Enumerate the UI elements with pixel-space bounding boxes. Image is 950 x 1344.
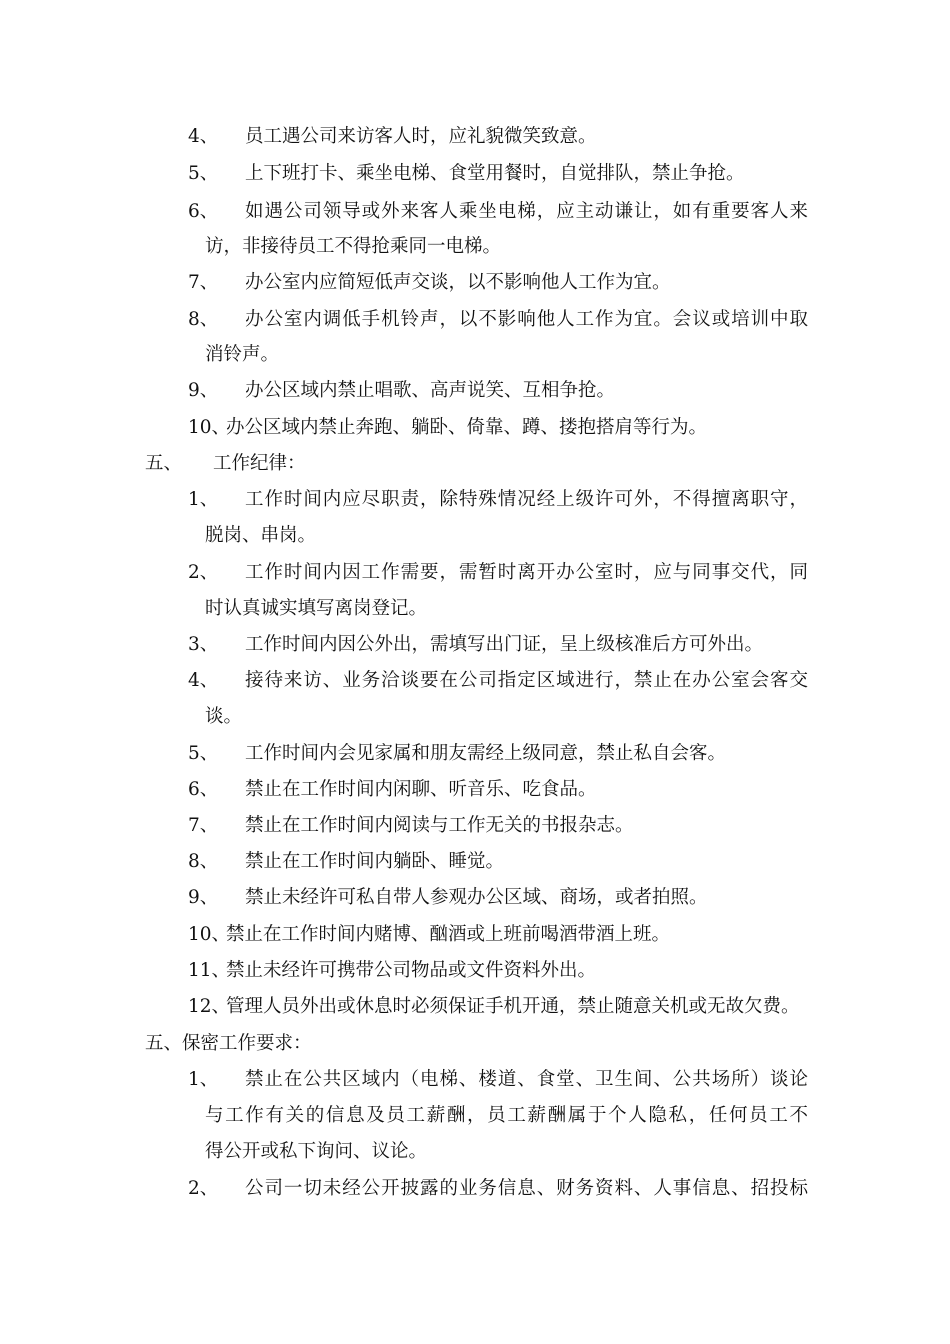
item-text-continued: 访，非接待员工不得抢乘同一电梯。 <box>205 236 502 257</box>
item-number: 5、 <box>188 163 219 184</box>
item-number: 1、 <box>188 489 219 510</box>
item-text-continued: 时认真诚实填写离岗登记。 <box>205 598 428 619</box>
item-number: 4、 <box>188 126 219 147</box>
item-text: 禁止在工作时间内赌博、酗酒或上班前喝酒带酒上班。 <box>226 924 671 945</box>
item-text: 禁止在工作时间内躺卧、睡觉。 <box>245 851 505 872</box>
item-text: 员工遇公司来访客人时，应礼貌微笑致意。 <box>245 126 597 147</box>
section-title: 工作纪律： <box>213 453 306 474</box>
item-number: 7、 <box>188 272 219 293</box>
item-text: 上下班打卡、乘坐电梯、食堂用餐时，自觉排队，禁止争抢。 <box>245 163 745 184</box>
item-number: 10、 <box>188 417 231 438</box>
item-text: 工作时间内因工作需要，需暂时离开办公室时，应与同事交代，同 <box>245 562 808 583</box>
item-text-continued: 得公开或私下询问、议论。 <box>205 1141 428 1162</box>
item-number: 7、 <box>188 815 219 836</box>
item-text: 办公室内调低手机铃声，以不影响他人工作为宜。会议或培训中取 <box>245 309 808 330</box>
item-text: 办公区域内禁止奔跑、躺卧、倚靠、蹲、搂抱搭肩等行为。 <box>226 417 708 438</box>
item-text: 如遇公司领导或外来客人乘坐电梯，应主动谦让，如有重要客人来 <box>245 201 808 222</box>
item-number: 1、 <box>188 1069 219 1090</box>
item-number: 9、 <box>188 380 219 401</box>
item-text: 禁止在工作时间内阅读与工作无关的书报杂志。 <box>245 815 634 836</box>
item-number: 12、 <box>188 996 231 1017</box>
item-number: 6、 <box>188 779 219 800</box>
item-number: 3、 <box>188 634 219 655</box>
item-number: 2、 <box>188 562 219 583</box>
item-text: 办公室内应简短低声交谈，以不影响他人工作为宜。 <box>245 272 671 293</box>
item-text-continued: 脱岗、串岗。 <box>205 525 317 546</box>
item-number: 2、 <box>188 1178 219 1199</box>
item-text: 禁止未经许可私自带人参观办公区域、商场，或者拍照。 <box>245 887 708 908</box>
item-number: 11、 <box>188 960 231 981</box>
item-number: 6、 <box>188 201 219 222</box>
item-text: 工作时间内因公外出，需填写出门证，呈上级核准后方可外出。 <box>245 634 764 655</box>
item-text: 工作时间内应尽职责，除特殊情况经上级许可外，不得擅离职守， <box>245 489 808 510</box>
item-number: 9、 <box>188 887 219 908</box>
item-text: 禁止在工作时间内闲聊、听音乐、吃食品。 <box>245 779 597 800</box>
item-text-continued: 谈。 <box>205 706 243 727</box>
item-text-continued: 与工作有关的信息及员工薪酬，员工薪酬属于个人隐私，任何员工不 <box>205 1105 808 1126</box>
item-number: 8、 <box>188 309 219 330</box>
section-number: 五、 <box>145 453 183 474</box>
item-number: 8、 <box>188 851 219 872</box>
item-text: 工作时间内会见家属和朋友需经上级同意，禁止私自会客。 <box>245 743 727 764</box>
item-text: 办公区域内禁止唱歌、高声说笑、互相争抢。 <box>245 380 616 401</box>
item-text: 接待来访、业务洽谈要在公司指定区域进行，禁止在办公室会客交 <box>245 670 808 691</box>
item-text: 公司一切未经公开披露的业务信息、财务资料、人事信息、招投标 <box>245 1178 808 1199</box>
item-number: 10、 <box>188 924 231 945</box>
item-text-continued: 消铃声。 <box>205 344 280 365</box>
item-text: 禁止在公共区域内（电梯、楼道、食堂、卫生间、公共场所）谈论 <box>245 1069 808 1090</box>
item-text: 管理人员外出或休息时必须保证手机开通，禁止随意关机或无故欠费。 <box>226 996 800 1017</box>
item-text: 禁止未经许可携带公司物品或文件资料外出。 <box>226 960 597 981</box>
section-title: 五、保密工作要求： <box>145 1033 312 1054</box>
item-number: 4、 <box>188 670 219 691</box>
item-number: 5、 <box>188 743 219 764</box>
